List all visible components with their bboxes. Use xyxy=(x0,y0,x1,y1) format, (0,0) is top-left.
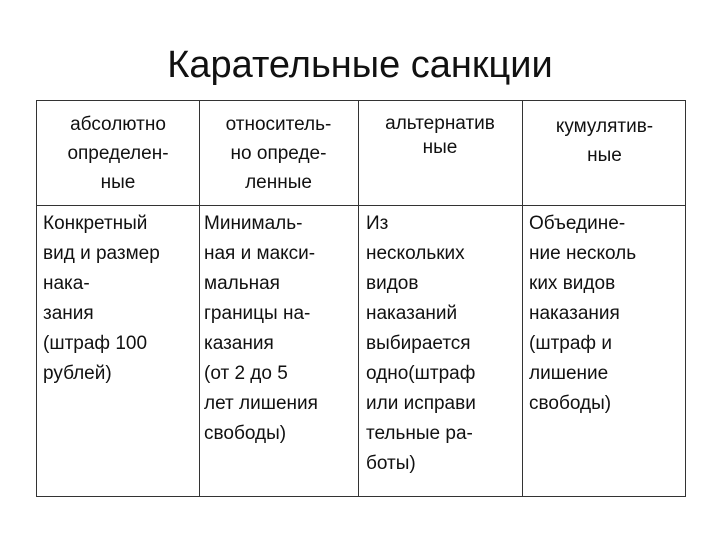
header-alternative: альтернатив ные xyxy=(385,113,495,158)
column-divider xyxy=(522,101,523,496)
slide-title: Карательные санкции xyxy=(167,44,553,86)
column-divider xyxy=(358,101,359,496)
header-absolute: абсолютно определен- ные xyxy=(67,114,169,193)
header-relative: относитель- но опреде- ленные xyxy=(225,114,332,193)
column-divider xyxy=(199,101,200,496)
cell-cumulative: Объедине- ние несколь ких видов наказания (штраф и лишение свободы) xyxy=(529,213,637,414)
cell-alternative: Из нескольких видов наказаний выбирается одно(штраф или исправи тельные ра- боты) xyxy=(366,213,476,474)
sanctions-table xyxy=(36,100,686,497)
header-cumulative: кумулятив- ные xyxy=(555,116,654,166)
header-divider xyxy=(37,205,685,206)
cell-relative: Минималь- ная и макси- мальная границы на- казания (от 2 до 5 лет лишения свободы) xyxy=(204,213,318,444)
cell-absolute: Конкретный вид и размер нака- зания (штраф 100 рублей) xyxy=(43,213,160,384)
